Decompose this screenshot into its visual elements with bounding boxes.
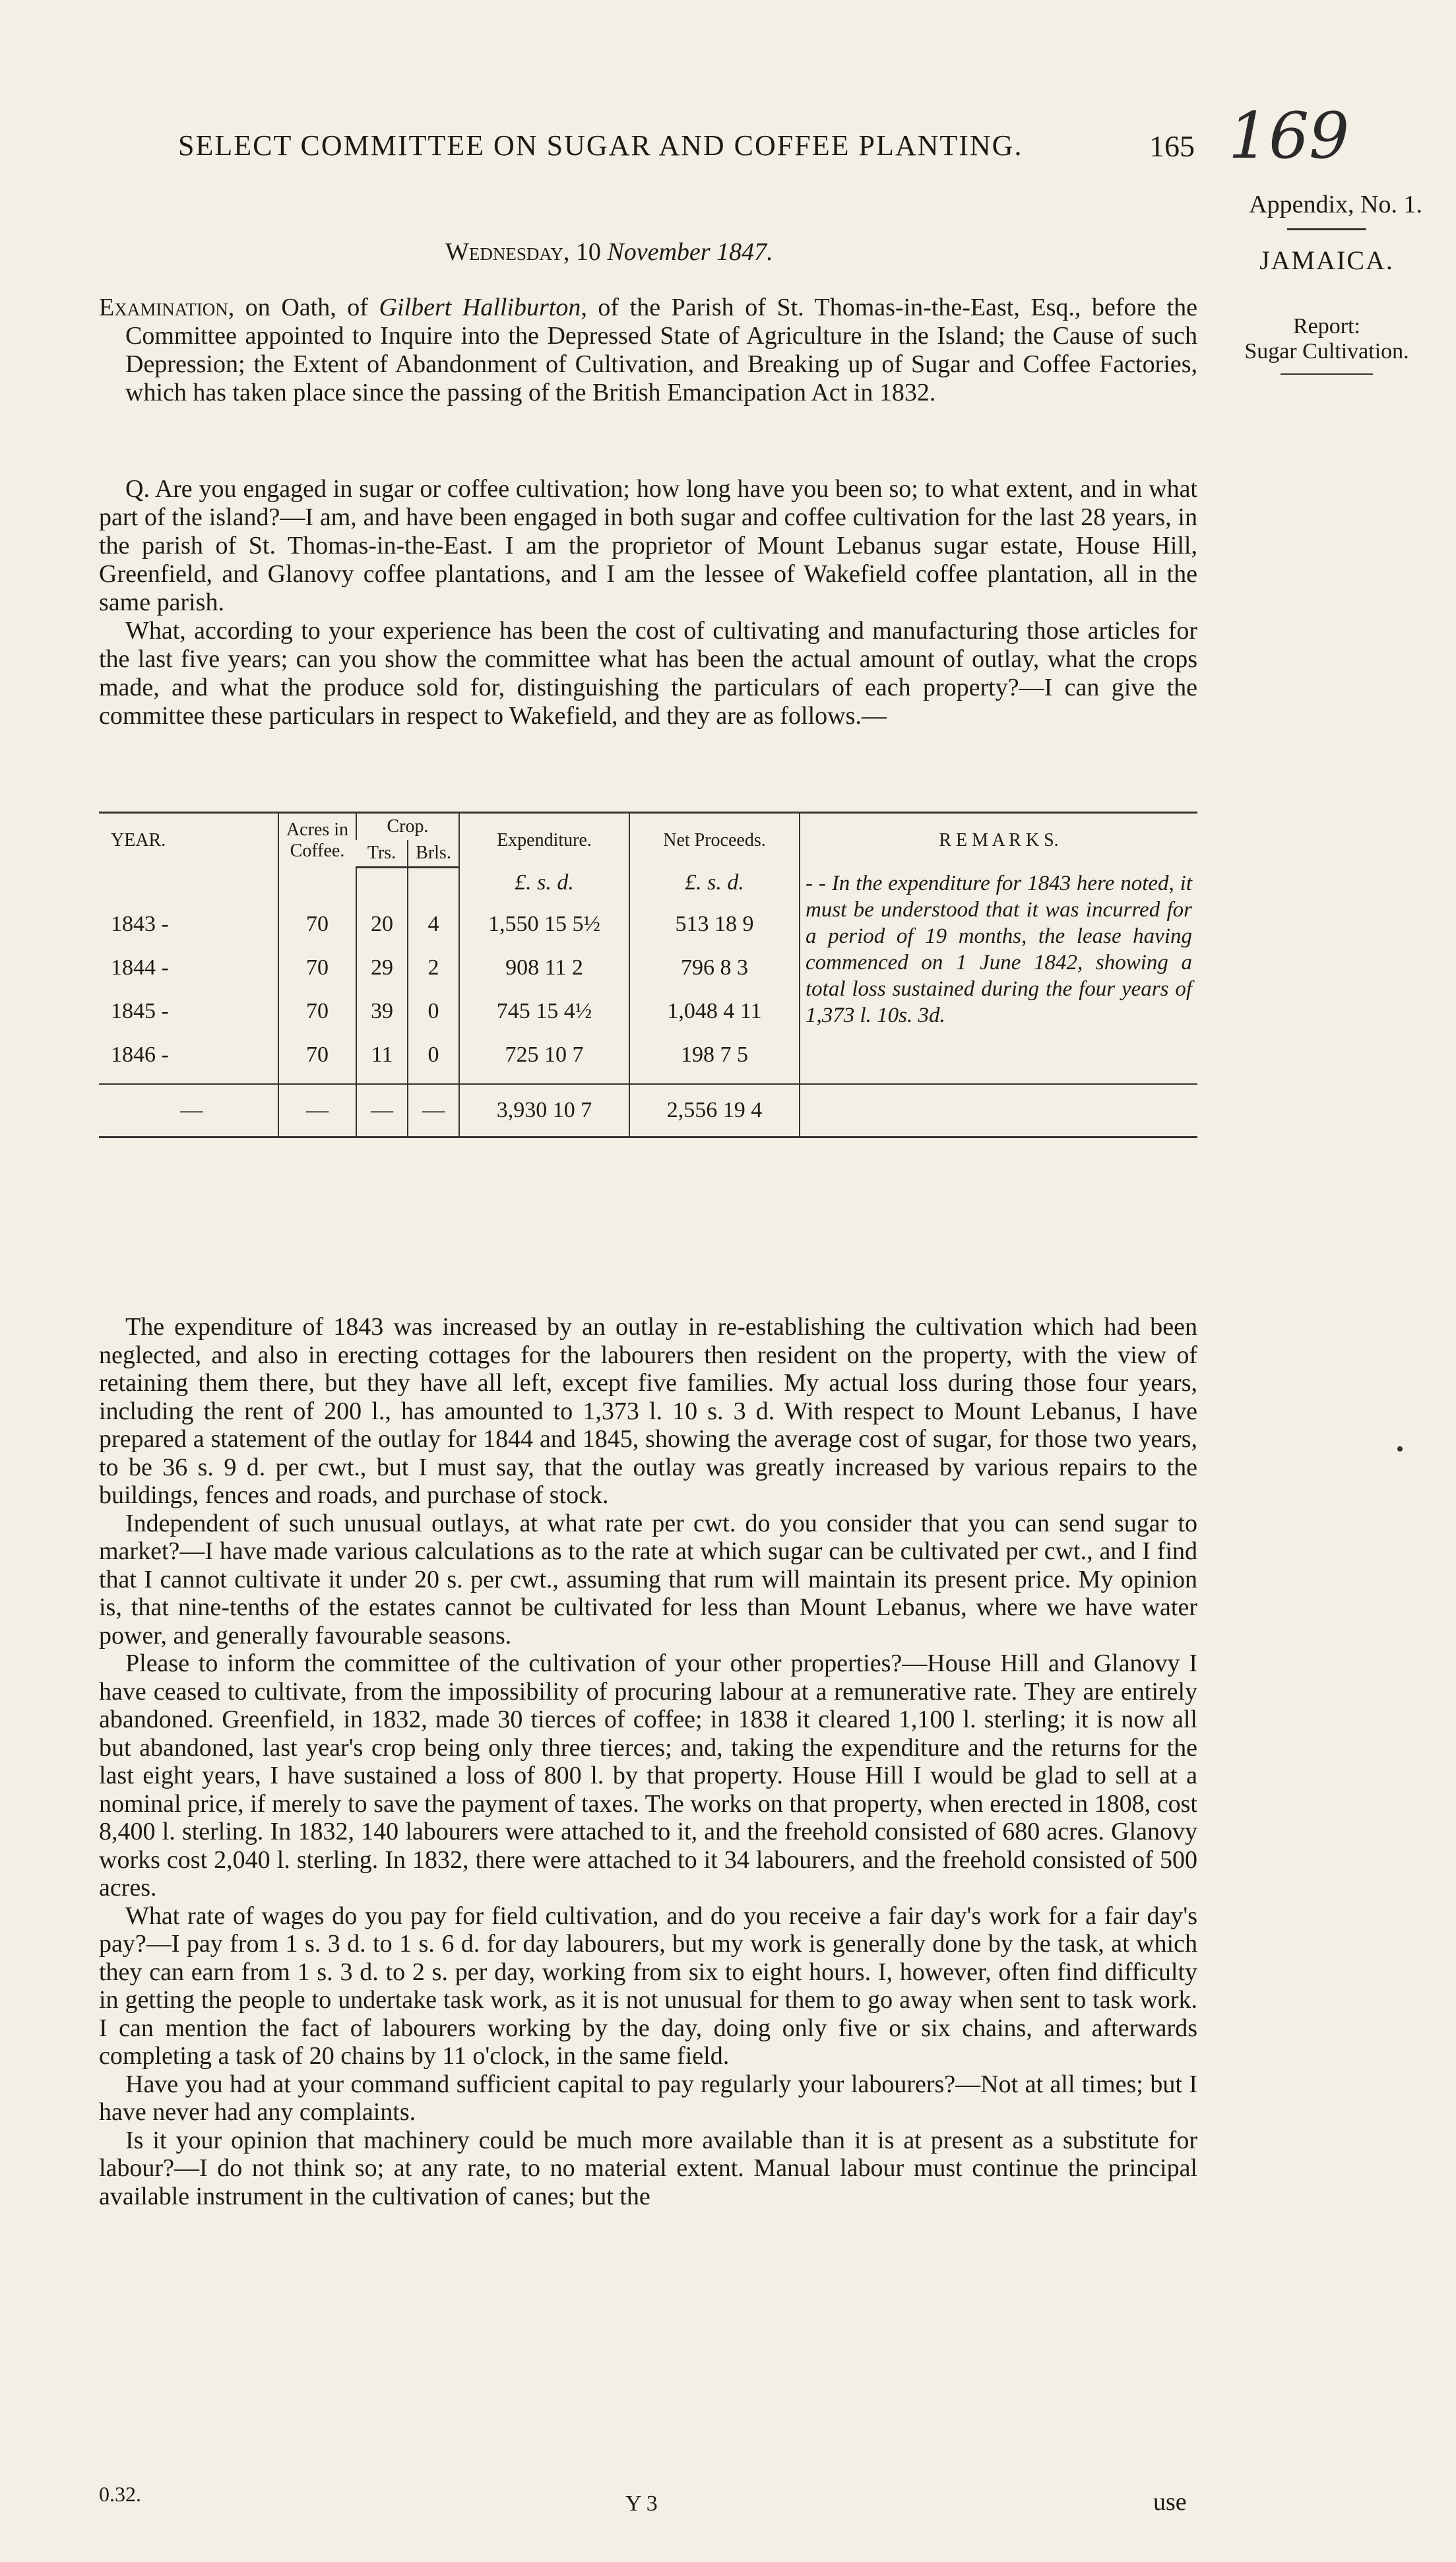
weekday: Wednesday,: [445, 238, 570, 266]
cell-trs: 20: [356, 909, 408, 953]
intro-paragraph: [99, 294, 1197, 407]
cell-expenditure: 745 15 4½: [459, 996, 629, 1040]
witness-name: Gilbert Halliburton,: [379, 294, 587, 321]
net-units: £. s. d.: [629, 868, 800, 910]
intro-text-2: of the Parish of St. Thomas-in-the-East, Esq., before the Committee appointed to Inquire into the Depressed State of Agriculture in the Island; the Cause of such Depression; the Extent of Abandonment of Cultivation, and Breaking up of Sugar and Coffee Factories, which has taken place since the passing of the British Emancipation Act in 1832.: [125, 294, 1198, 406]
page-number: 165: [1149, 129, 1195, 163]
cell-net: 796 8 3: [629, 953, 800, 996]
total-year: —: [99, 1084, 278, 1137]
ink-speck: [1397, 1446, 1403, 1452]
handwritten-folio: 169: [1228, 99, 1350, 173]
appendix-label: Appendix, No. 1.: [1249, 191, 1422, 218]
question-paragraph: Q. Are you engaged in sugar or coffee cultivation; how long have you been so; to what extent, and in what part of the island?—I am, and have been engaged in both sugar and coffee cultivation for the last 28 years, in the parish of St. Thomas-in-the-East. I am the proprietor of Mount Lebanus sugar estate, House Hill, Greenfield, and Glanovy coffee plantations, and I am the lessee of Wakefield coffee plantation, all in the same parish.: [99, 475, 1197, 616]
header-remarks: R E M A R K S.: [800, 813, 1197, 868]
body-paragraph: Please to inform the committee of the cultivation of your other properties?—House Hill and Glanovy I have ceased to cultivate, from the impossibility of procuring labour at a remunerative rate. They are entirely abandoned. Greenfield, in 1832, made 30 tierces of coffee; in 1838 it cleared 1,100 l. sterling; it is now all but abandoned, last year's crop being only three tierces; and, taking the expenditure and the returns for the last eight years, I have sustained a loss of 800 l. by that property. House Hill I would be glad to sell at a nominal price, if merely to save the payment of taxes. The works on that property, when erected in 1808, cost 8,400 l. sterling. In 1832, 140 labourers were attached to it, and the freehold consisted of 680 acres. Glanovy works cost 2,040 l. sterling. In 1832, there were attached to it 34 labourers, and the freehold consisted of 500 acres.: [99, 1649, 1197, 1902]
total-row: [99, 1084, 1197, 1137]
cell-trs: 11: [356, 1040, 408, 1084]
cell-acres: 70: [278, 1040, 356, 1084]
total-brls: —: [408, 1084, 459, 1137]
header-brls: Brls.: [408, 840, 459, 868]
date-line: [445, 238, 773, 267]
questions-block: [99, 475, 1197, 730]
header-expenditure: Expenditure.: [459, 813, 629, 868]
units-row: [99, 868, 1197, 910]
wakefield-accounts-table: [99, 812, 1197, 1138]
cell-acres: 70: [278, 953, 356, 996]
catchword: use: [1153, 2488, 1187, 2516]
cell-year: 1843 -: [111, 912, 169, 936]
body-paragraph: Is it your opinion that machinery could be much more available than it is at present as a substitute for labour?—I do not think so; at any rate, to no material extent. Manual labour must continue the principal available instrument in the cultivation of canes; but the: [99, 2126, 1197, 2210]
cell-expenditure: 725 10 7: [459, 1040, 629, 1084]
running-title: SELECT COMMITTEE ON SUGAR AND COFFEE PLANTING.: [178, 129, 1023, 162]
margin-notes: [1218, 190, 1436, 384]
cell-net: 513 18 9: [629, 909, 800, 953]
total-acres: —: [278, 1084, 356, 1137]
total-trs: —: [356, 1084, 408, 1137]
cell-expenditure: 908 11 2: [459, 953, 629, 996]
intro-lead: Examination,: [99, 294, 235, 321]
margin-rule-2: [1281, 373, 1373, 375]
remarks-cell: - - In the expenditure for 1843 here noted, it must be understood that it was incurred for a period of 19 months, the lease having commenced on 1 June 1842, showing a total loss sustained during the four years of 1,373 l. 10s. 3d.: [800, 868, 1197, 1085]
header-year: YEAR.: [99, 813, 278, 868]
cell-brls: 0: [408, 996, 459, 1040]
testimony-body: [99, 1313, 1197, 2210]
cell-brls: 0: [408, 1040, 459, 1084]
examination-intro: [99, 294, 1197, 407]
country-label: JAMAICA.: [1259, 245, 1394, 275]
question-paragraph: What, according to your experience has been the cost of cultivating and manufacturing those articles for the last five years; can you show the committee what has been the actual amount of outlay, what the crops made, and what the produce sold for, distinguishing the particulars of each property?—I can give the committee these particulars in respect to Wakefield, and they are as follows.—: [99, 617, 1197, 730]
cell-brls: 4: [408, 909, 459, 953]
cell-net: 198 7 5: [629, 1040, 800, 1084]
cell-year: 1844 -: [111, 955, 169, 980]
header-trs: Trs.: [356, 840, 408, 868]
cell-acres: 70: [278, 909, 356, 953]
date-num: 10: [569, 238, 608, 266]
expenditure-units: £. s. d.: [459, 868, 629, 910]
body-paragraph: Independent of such unusual outlays, at what rate per cwt. do you consider that you can send sugar to market?—I have made various calculations as to the rate at which sugar can be cultivated per cwt., and I find that I cannot cultivate it under 20 s. per cwt., assuming that rum will maintain its present price. My opinion is, that nine-tenths of the estates cannot be cultivated for less than Mount Lebanus, where we have water power, and generally favourable seasons.: [99, 1509, 1197, 1649]
cell-trs: 29: [356, 953, 408, 996]
margin-rule: [1287, 228, 1366, 230]
cell-expenditure: 1,550 15 5½: [459, 909, 629, 953]
cell-net: 1,048 4 11: [629, 996, 800, 1040]
cell-year: 1846 -: [111, 1042, 169, 1067]
body-paragraph: What rate of wages do you pay for field cultivation, and do you receive a fair day's work for a fair day's pay?—I pay from 1 s. 3 d. to 1 s. 6 d. for day labourers, but my work is generally done by the task, at which they can earn from 1 s. 3 d. to 2 s. per day, working from six to eight hours. I, however, often find difficulty in getting the people to undertake task work, as it is not unusual for them to go away when sent to task work. I can mention the fact of labourers working by the day, doing only five or six chains, and afterwards completing a task of 20 chains by 11 o'clock, in the same field.: [99, 1902, 1197, 2070]
cell-year: 1845 -: [111, 999, 169, 1023]
body-paragraph: Have you had at your command sufficient capital to pay regularly your labourers?—Not at all times; but I have never had any complaints.: [99, 2070, 1197, 2126]
header-crop: Crop.: [356, 813, 459, 841]
body-paragraph: The expenditure of 1843 was increased by an outlay in re-establishing the cultivation which had been neglected, and also in erecting cottages for the labourers then resident on the property, with the view of retaining them there, but they have all left, except five families. My actual loss during those four years, including the rent of 200 l., has amounted to 1,373 l. 10 s. 3 d. With respect to Mount Lebanus, I have prepared a statement of the outlay for 1844 and 1845, showing the average cost of sugar, for those two years, to be 36 s. 9 d. per cwt., but I must say, that the outlay was greatly increased by various repairs to the buildings, fences and roads, and purchase of stock.: [99, 1313, 1197, 1509]
cell-trs: 39: [356, 996, 408, 1040]
date-month-year: November 1847.: [607, 238, 773, 266]
report-subject: Sugar Cultivation.: [1244, 339, 1409, 364]
signature-mark: Y 3: [625, 2491, 658, 2516]
report-label: Report:: [1293, 314, 1360, 338]
paper-number: 0.32.: [99, 2482, 141, 2506]
intro-text-1: on Oath, of: [234, 294, 379, 321]
cell-acres: 70: [278, 996, 356, 1040]
header-acres: Acres in Coffee.: [278, 813, 356, 868]
cell-brls: 2: [408, 953, 459, 996]
header-net-proceeds: Net Proceeds.: [629, 813, 800, 868]
total-expenditure: 3,930 10 7: [459, 1084, 629, 1137]
total-net: 2,556 19 4: [629, 1084, 800, 1137]
